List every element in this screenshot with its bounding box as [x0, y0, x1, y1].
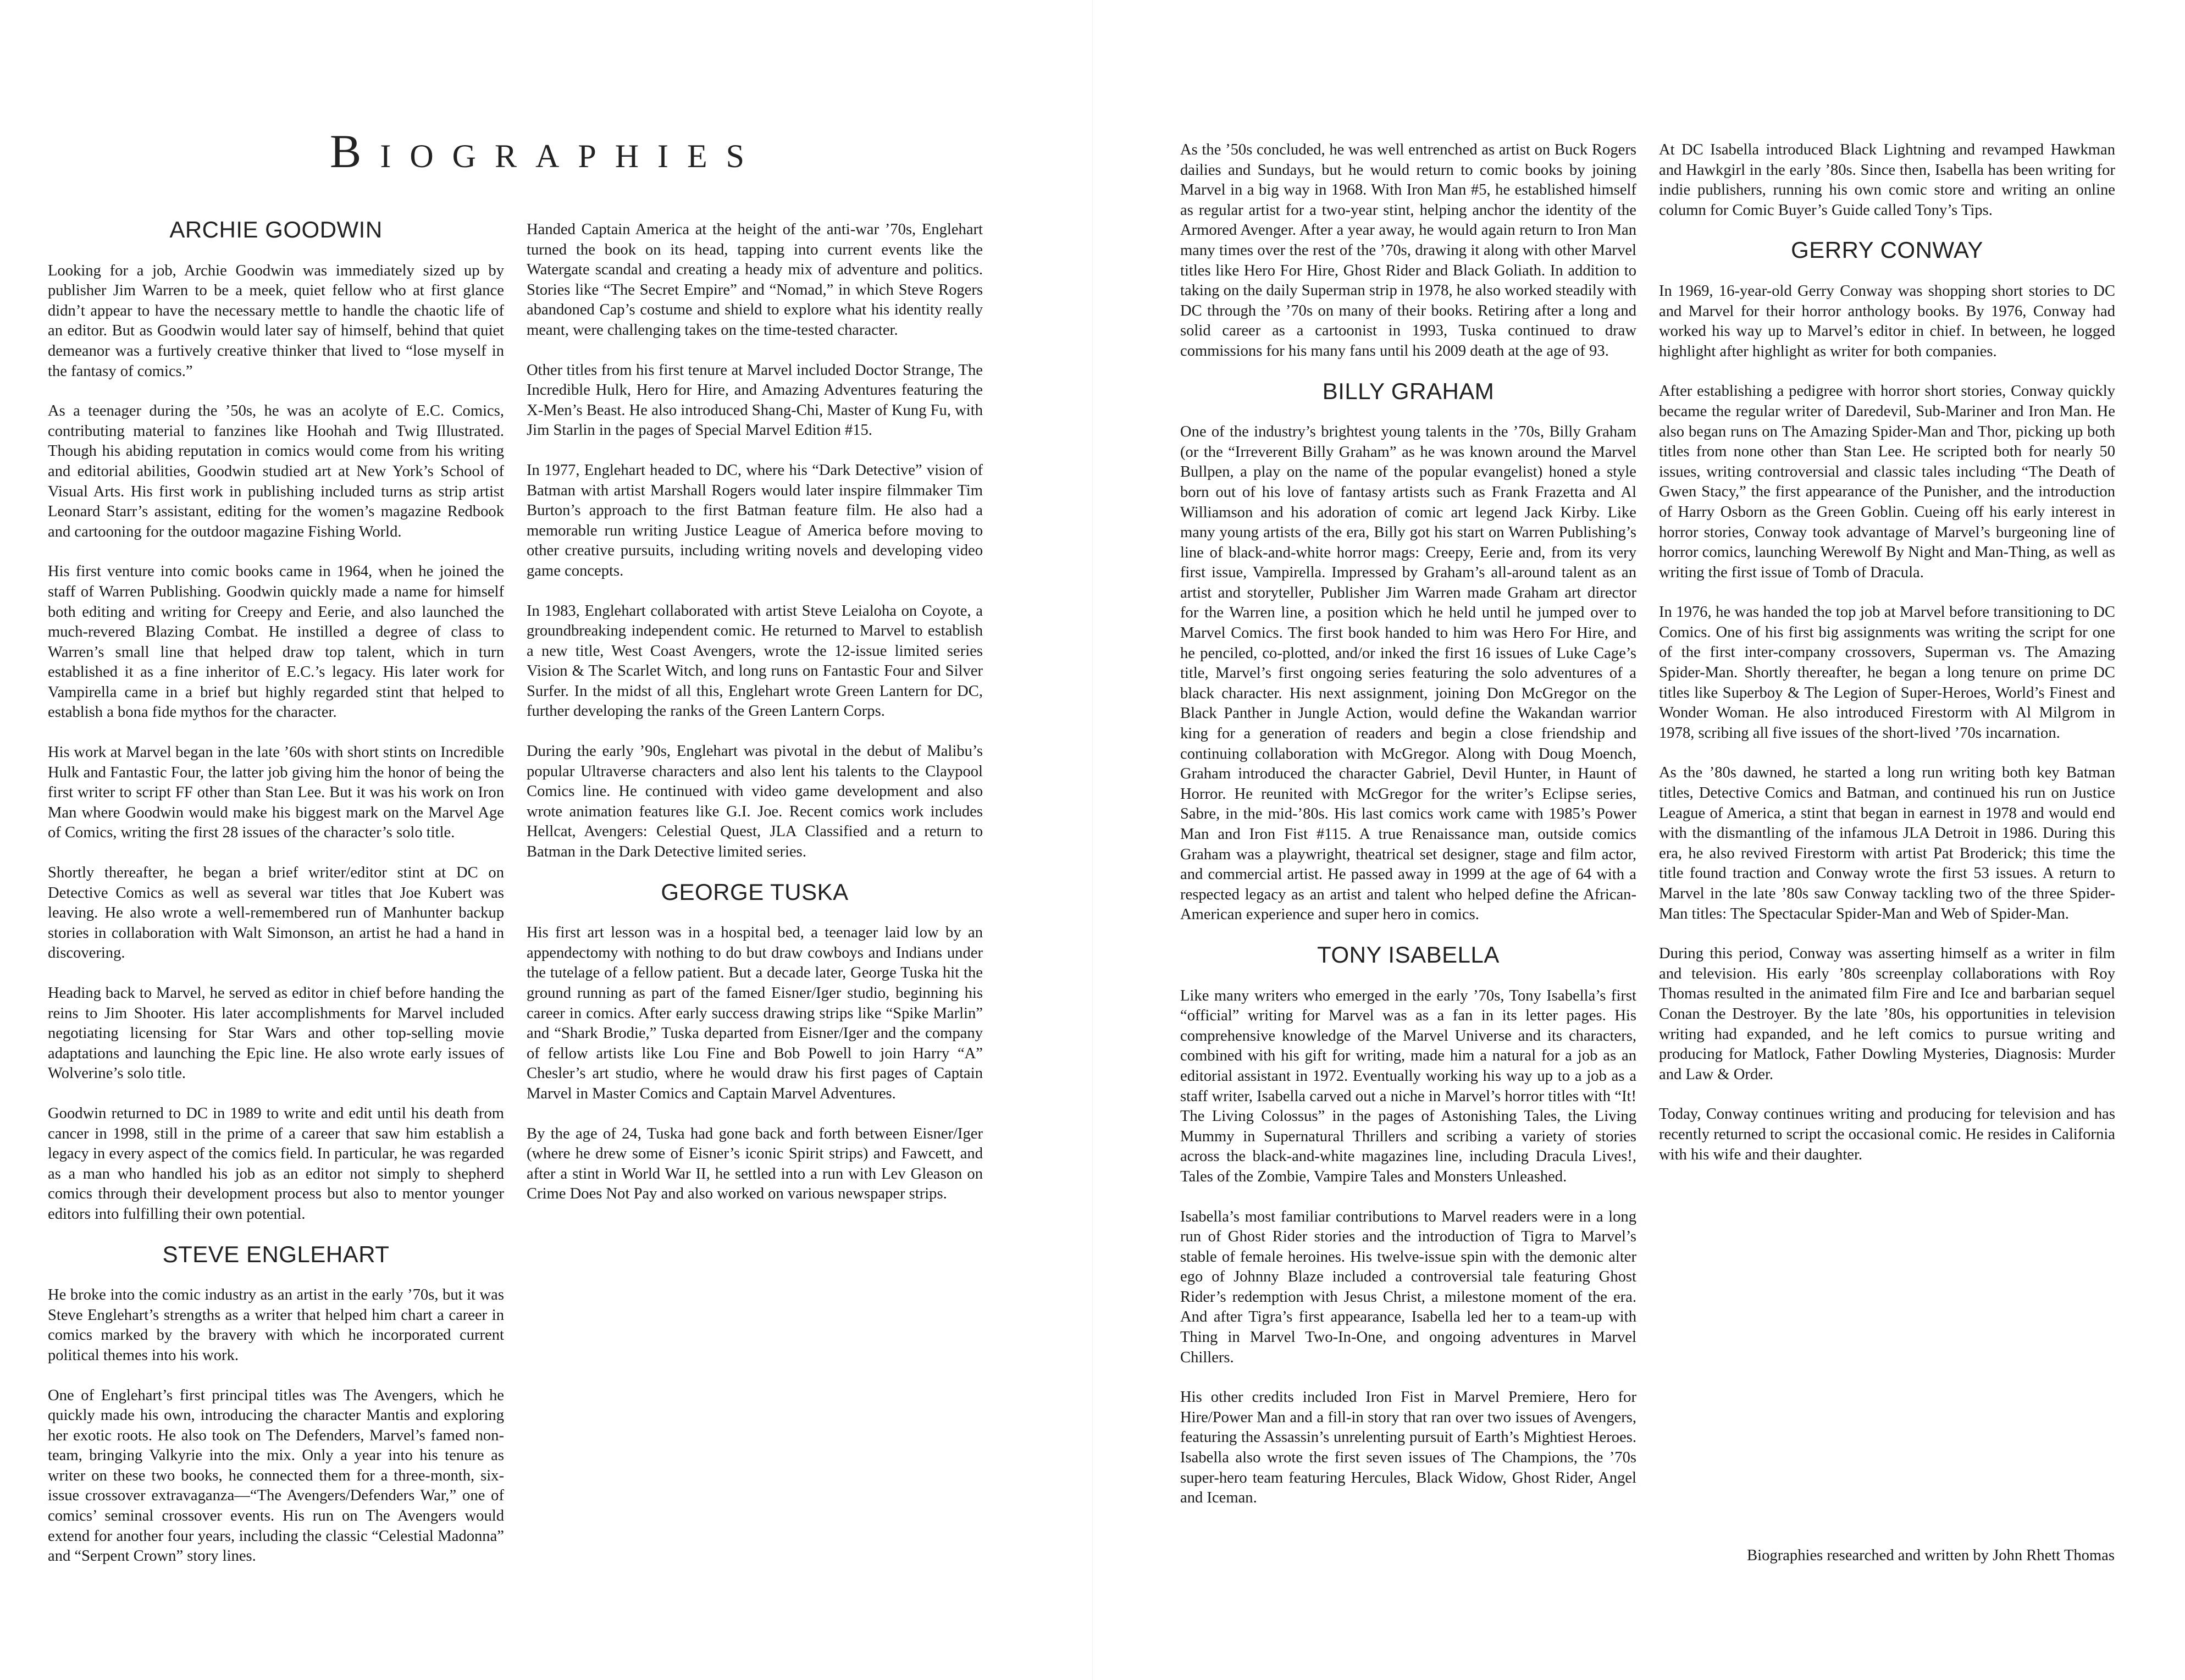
page-gutter	[1092, 0, 1093, 1680]
bio-paragraph: One of the industry’s brightest young talents in the ’70s, Billy Graham (or the “Irreverent Billy Graham” as he was known around the Marvel Bullpen, a play on the name of the popular evangelist) honed a style born out of his love of fantasy artists such as Frank Frazetta and Al Williamson and his adoration of comic art legend Jack Kirby. Like many young artists of the era, Billy got his start on Warren Publishing’s line of black-and-white horror mags: Creepy, Eerie and, from its very first issue, Vampirella. Impressed by Graham’s all-around talent as an artist and storyteller, Publisher Jim Warren made Graham art director for the Warren line, a position which he held until he jumped over to Marvel Comics. The first book handed to him was Hero For Hire, and he penciled, co-plotted, and/or inked the first 16 issues of Luke Cage’s title, Marvel’s first ongoing series featuring the solo adventures of a black character. His next assignment, joining Don McGregor on the Black Panther in Jungle Action, would define the Wakandan warrior king for a generation of readers and begin a close friendship and continuing collaboration with McGregor. Along with Doug Moench, Graham introduced the character Gabriel, Devil Hunter, in Haunt of Horror. He reunited with McGregor for the writer’s Eclipse series, Sabre, in the mid-’80s. His last comics work came with 1985’s Power Man and Iron Fist #115. A true Renaissance man, outside comics Graham was a playwright, theatrical set designer, stage and film actor, and commercial artist. He passed away in 1999 at the age of 64 with a respected legacy as an artist and talent who helped define the African-American experience and super hero in comics.	[1180, 423, 1636, 924]
bio-paragraph: In 1969, 16-year-old Gerry Conway was shopping short stories to DC and Marvel for their horror anthology books. By 1976, Conway had worked his way up to Marvel’s editor in chief. In between, he logged highlight after highlight as writer for both companies.	[1659, 282, 2115, 360]
bio-paragraph: He broke into the comic industry as an artist in the early ’70s, but it was Steve Englehart’s strengths as a writer that helped him chart a career in comics marked by the bravery with which he incorporated current political themes into his work.	[48, 1286, 504, 1364]
bio-paragraph: During the early ’90s, Englehart was pivotal in the debut of Malibu’s popular Ultraverse characters and also lent his talents to the Claypool Comics line. He continued with video game development and also wrote animation features like G.I. Joe. Recent comics work includes Hellcat, Avengers: Celestial Quest, JLA Classified and a return to Batman in the Dark Detective limited series.	[527, 743, 983, 861]
bio-paragraph: Handed Captain America at the height of the anti-war ’70s, Englehart turned the book on its head, tapping into current events like the Watergate scandal and creating a heady mix of adventure and politics. Stories like “The Secret Empire” and “Nomad,” in which Steve Rogers abandoned Cap’s costume and shield to explore what his identity really meant, were challenging takes on the time-tested character.	[527, 221, 983, 339]
bio-paragraph: As the ’50s concluded, he was well entrenched as artist on Buck Rogers dailies and Sundays, but he would return to comic books by joining Marvel in a big way in 1968. With Iron Man #5, he established himself as regular artist for a two-year stint, helping anchor the identity of the Armored Avenger. After a year away, he would again return to Iron Man many times over the rest of the ’70s, drawing it along with other Marvel titles like Hero For Hire, Ghost Rider and Black Goliath. In addition to taking on the daily Superman strip in 1978, he also worked steadily with DC through the ’70s on many of their books. Retiring after a long and solid career as a cartoonist in 1993, Tuska continued to draw commissions for his many fans until his 2009 death at the age of 93.	[1180, 141, 1636, 360]
bio-paragraph: One of Englehart’s first principal titles was The Avengers, which he quickly made his own, introducing the character Mantis and exploring her exotic roots. He also took on The Defenders, Marvel’s famed non-team, bringing Valkyrie into the mix. Only a year into his tenure as writer on these two books, he connected them for a three-month, six-issue crossover extravaganza—“The Avengers/Defenders War,” one of comics’ seminal crossover events. His run on The Avengers would extend for another four years, including the classic “Celestial Madonna” and “Serpent Crown” story lines.	[48, 1386, 504, 1565]
bio-paragraph: Today, Conway continues writing and producing for television and has recently returned to script the occasional comic. He resides in California with his wife and their daughter.	[1659, 1106, 2115, 1163]
bio-paragraph: In 1976, he was handed the top job at Marvel before transitioning to DC Comics. One of his first big assignments was writing the script for one of the first inter-company crossovers, Superman vs. The Amazing Spider-Man. Shortly thereafter, he began a long tenure on prime DC titles like Superboy & The Legion of Super-Heroes, World’s Finest and Wonder Woman. He also introduced Firestorm with Al Milgrom in 1978, scribing all five issues of the short-lived ’70s incarnation.	[1659, 604, 2115, 742]
column-1	[48, 0, 504, 1587]
bio-paragraph: Looking for a job, Archie Goodwin was immediately sized up by publisher Jim Warren to be a meek, quiet fellow who at first glance didn’t appear to have the necessary mettle to handle the chaotic life of an editor. But as Goodwin would later say of himself, behind that quiet demeanor was a furtively creative thinker that lived to “lose myself in the fantasy of comics.”	[48, 262, 504, 380]
bio-heading-tuska: GEORGE TUSKA	[661, 878, 849, 905]
bio-paragraph: Like many writers who emerged in the early ’70s, Tony Isabella’s first “official” writing for Marvel was as a fan in its letter pages. His comprehensive knowledge of the Marvel Universe and its characters, combined with his gift for writing, made him a natural for a job as an editorial assistant in 1972. Eventually working his way up to a job as a staff writer, Isabella carved out a niche in Marvel’s horror titles with “It! The Living Colossus” in the pages of Astonishing Tales, the Living Mummy in Supernatural Thrillers and scribing a variety of stories across the black-and-white magazines line, including Dracula Lives!, Tales of the Zombie, Vampire Tales and Monsters Unleashed.	[1180, 987, 1636, 1185]
bio-paragraph: Shortly thereafter, he began a brief writer/editor stint at DC on Detective Comics as well as several war titles that Joe Kubert was leaving. He also wrote a well-remembered run of Manhunter backup stories in collaboration with Walt Simonson, an artist he had a hand in discovering.	[48, 864, 504, 962]
bio-paragraph: His first art lesson was in a hospital bed, a teenager laid low by an appendectomy with nothing to do but draw cowboys and Indians under the tutelage of a fellow patient. But a decade later, George Tuska hit the ground running as part of the famed Eisner/Iger studio, beginning his career in comics. After early success drawing strips like “Spike Marlin” and “Shark Brodie,” Tuska departed from Eisner/Iger and the company of fellow artists like Lou Fine and Bob Powell to join Harry “A” Chesler’s art studio, where he would draw his first pages of Captain Marvel in Master Comics and Captain Marvel Adventures.	[527, 924, 983, 1102]
column-4	[1659, 0, 2115, 1185]
bio-paragraph: As the ’80s dawned, he started a long run writing both key Batman titles, Detective Comics and Batman, and continued his run on Justice League of America, a stint that began in earnest in 1978 and would end with the dismantling of the infamous JLA Detroit in 1986. During this era, he also revived Firestorm with artist Pat Broderick; this time the title found traction and Conway wrote the first 53 issues. A return to Marvel in the late ’80s saw Conway tackling two of the three Spider-Man titles: The Spectacular Spider-Man and Web of Spider-Man.	[1659, 764, 2115, 922]
bio-paragraph: As a teenager during the ’50s, he was an acolyte of E.C. Comics, contributing material to fanzines like Hoohah and Twig Illustrated. Though his abiding reputation in comics would come from his writing and editorial abilities, Goodwin studied art at New York’s School of Visual Arts. His first work in publishing included turns as strip artist Leonard Starr’s assistant, editing for the women’s magazine Redbook and cartooning for the outdoor magazine Fishing World.	[48, 402, 504, 540]
column-3	[1180, 0, 1636, 1528]
bio-paragraph: Other titles from his first tenure at Marvel included Doctor Strange, The Incredible Hulk, Hero for Hire, and Amazing Adventures featuring the X-Men’s Beast. He also introduced Shang-Chi, Master of Kung Fu, with Jim Starlin in the pages of Special Marvel Edition #15.	[527, 361, 983, 439]
bio-paragraph: In 1977, Englehart headed to DC, where his “Dark Detective” vision of Batman with artist Marshall Rogers would later inspire filmmaker Tim Burton’s approach to the first Batman feature film. He also had a memorable run writing Justice League of America before moving to other creative pursuits, including writing novels and developing video game concepts.	[527, 461, 983, 579]
bio-paragraph: During this period, Conway was asserting himself as a writer in film and television. His early ’80s screenplay collaborations with Roy Thomas resulted in the animated film Fire and Ice and barbarian sequel Conan the Destroyer. By the late ’80s, his opportunities in television writing had expanded, and he left comics to pursue writing and producing for Matlock, Father Dowling Mysteries, Diagnosis: Murder and Law & Order.	[1659, 945, 2115, 1083]
bio-paragraph: Goodwin returned to DC in 1989 to write and edit until his death from cancer in 1998, still in the prime of a career that saw him establish a legacy in every aspect of the comics field. In particular, he was regarded as a man who handled his job as an editor not simply to shepherd comics through their development process but also to mentor younger editors into fulfilling their own potential.	[48, 1104, 504, 1223]
bio-paragraph: In 1983, Englehart collaborated with artist Steve Leialoha on Coyote, a groundbreaking independent comic. He returned to Marvel to establish a new title, West Coast Avengers, wrote the 12-issue limited series Vision & The Scarlet Witch, and long runs on Fantastic Four and Silver Surfer. In the midst of all this, Englehart wrote Green Lantern for DC, further developing the ranks of the Green Lantern Corps.	[527, 602, 983, 720]
bio-heading-conway: GERRY CONWAY	[1791, 237, 1983, 263]
author-credit: Biographies researched and written by John Rhett Thomas	[1747, 1547, 2115, 1564]
bio-paragraph: His other credits included Iron Fist in Marvel Premiere, Hero for Hire/Power Man and a fill-in story that ran over two issues of Avengers, featuring the Assassin’s unrelenting pursuit of Earth’s Mightiest Heroes. Isabella also wrote the first seven issues of The Champions, the ’70s super-hero team featuring Hercules, Black Widow, Ghost Rider, Angel and Iceman.	[1180, 1389, 1636, 1507]
bio-paragraph: His first venture into comic books came in 1964, when he joined the staff of Warren Publishing. Goodwin quickly made a name for himself both editing and writing for Creepy and Eerie, and also launched the much-revered Blazing Combat. He instilled a degree of class to Warren’s small line that helped draw top talent, which in turn established it as a fine inheritor of E.C.’s legacy. His later work for Vampirella came in a brief but highly regarded stint that helped to establish a bona fide mythos for the character.	[48, 563, 504, 721]
page-title: Biographies	[330, 125, 764, 178]
column-2	[527, 0, 983, 1224]
bio-heading-goodwin: ARCHIE GOODWIN	[169, 217, 383, 242]
bio-paragraph: At DC Isabella introduced Black Lightning and revamped Hawkman and Hawkgirl in the early ’80s. Since then, Isabella has been writing for indie publishers, running his own comic store and writing an online column for Comic Buyer’s Guide called Tony’s Tips.	[1659, 141, 2115, 219]
bio-heading-graham: BILLY GRAHAM	[1322, 378, 1495, 404]
bio-paragraph: After establishing a pedigree with horror short stories, Conway quickly became the regular writer of Daredevil, Sub-Mariner and Iron Man. He also began runs on The Amazing Spider-Man and Thor, picking up both titles from none other than Stan Lee. He scripted both for nearly 50 issues, writing controversial and classic tales including “The Death of Gwen Stacy,” the first appearance of the Punisher, and the introduction of Harry Osborn as the Green Goblin. Cueing off his early interest in horror stories, Conway took advantage of Marvel’s burgeoning line of horror comics, launching Werewolf By Night and Man-Thing, as well as writing the first issue of Tomb of Dracula.	[1659, 383, 2115, 581]
bio-paragraph: His work at Marvel began in the late ’60s with short stints on Incredible Hulk and Fantastic Four, the latter job giving him the honor of being the first writer to script FF other than Stan Lee. But it was his work on Iron Man where Goodwin would make his biggest mark on the Marvel Age of Comics, writing the first 28 issues of the character’s solo title.	[48, 744, 504, 842]
bio-heading-englehart: STEVE ENGLEHART	[162, 1241, 390, 1267]
bio-heading-isabella: TONY ISABELLA	[1317, 941, 1500, 968]
bio-paragraph: Heading back to Marvel, he served as editor in chief before handing the reins to Jim Shooter. His later accomplishments for Marvel included negotiating licensing for Star Wars and other top-selling movie adaptations and launching the Epic line. He also wrote early issues of Wolverine’s solo title.	[48, 985, 504, 1082]
bio-paragraph: By the age of 24, Tuska had gone back and forth between Eisner/Iger (where he drew some of Eisner’s iconic Spirit strips) and Fawcett, and after a stint in World War II, he settled into a run with Lev Gleason on Crime Does Not Pay and also worked on various newspaper strips.	[527, 1125, 983, 1203]
bio-paragraph: Isabella’s most familiar contributions to Marvel readers were in a long run of Ghost Rider stories and the introduction of Tigra to Marvel’s stable of female heroines. His twelve-issue spin with the demonic alter ego of Johnny Blaze included a controversial tale featuring Ghost Rider’s redemption with Jesus Christ, a milestone moment of the era. And after Tigra’s first appearance, Isabella led her to a team-up with Thing in Marvel Two-In-One, and ongoing adventures in Marvel Chillers.	[1180, 1208, 1636, 1366]
